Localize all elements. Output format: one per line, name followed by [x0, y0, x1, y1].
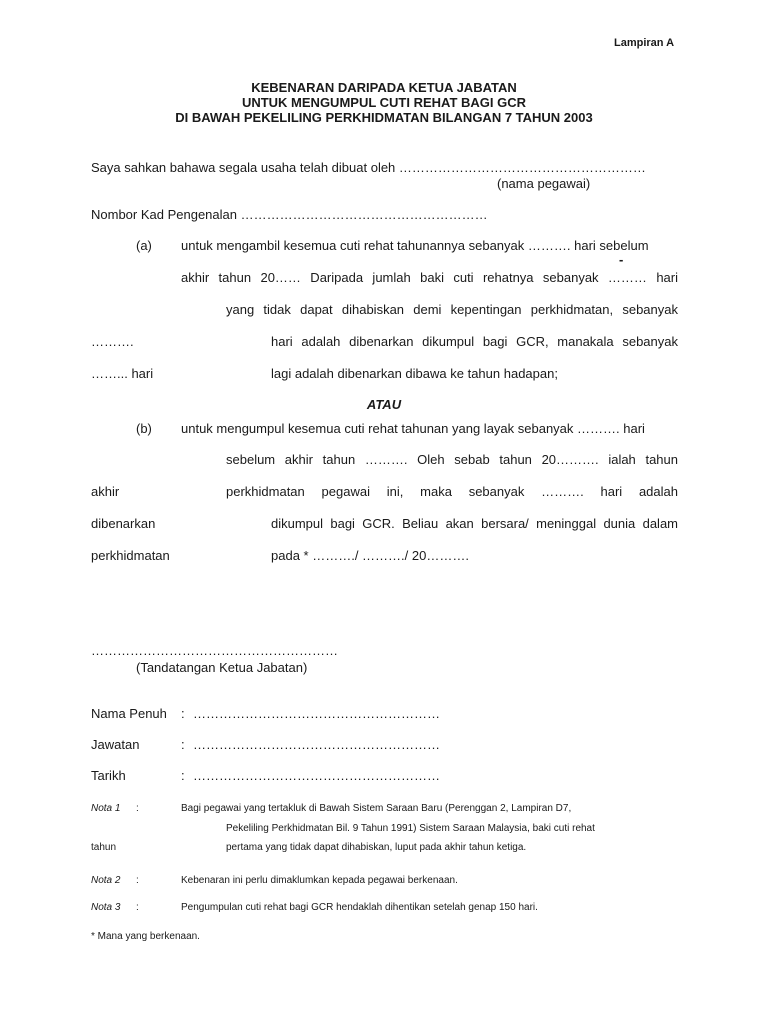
option-b-line-4: dikumpul bagi GCR. Beliau akan bersara/ meninggal dunia dalam — [271, 516, 678, 531]
option-a-line-1: untuk mengambil kesemua cuti rehat tahunannya sebanyak ………. hari sebelum — [181, 238, 649, 253]
option-a-line-2: akhir tahun 20…… Daripada jumlah baki cuti rehatnya sebanyak ……… hari — [181, 270, 678, 285]
option-b-line-2: sebelum akhir tahun ………. Oleh sebab tahun 20………. ialah tahun — [226, 452, 678, 467]
nota-1-line-3: pertama yang tidak dapat dihabiskan, luput pada akhir tahun ketiga. — [226, 842, 527, 853]
full-name-colon: : — [181, 706, 185, 721]
footnote: * Mana yang berkenaan. — [91, 931, 200, 942]
date-field: ………………………………………………… — [193, 768, 440, 783]
nota-1-line-1: Bagi pegawai yang tertakluk di Bawah Sistem Saraan Baru (Perenggan 2, Lampiran D7, — [181, 803, 572, 814]
option-b-label: (b) — [136, 421, 152, 436]
position-field: ………………………………………………… — [193, 737, 440, 752]
option-b-line-3-left: akhir — [91, 484, 120, 499]
signature-line: ………………………………………………… — [91, 643, 338, 658]
title-line-2: UNTUK MENGUMPUL CUTI REHAT BAGI GCR — [241, 95, 527, 110]
full-name-field: ………………………………………………… — [193, 706, 440, 721]
option-b-line-4-left: dibenarkan — [91, 516, 156, 531]
date-colon: : — [181, 768, 185, 783]
title-line-1: KEBENARAN DARIPADA KETUA JABATAN — [251, 80, 517, 95]
ic-number-line: Nombor Kad Pengenalan ………………………………………………… — [91, 207, 488, 222]
nota-3-colon: : — [136, 902, 139, 913]
certification-statement: Saya sahkan bahawa segala usaha telah dibuat oleh ………………………………………………… — [91, 160, 646, 175]
position-colon: : — [181, 737, 185, 752]
nota-3-text: Pengumpulan cuti rehat bagi GCR hendaklah dihentikan setelah genap 150 hari. — [181, 902, 538, 913]
option-b-line-3: perkhidmatan pegawai ini, maka sebanyak ………. hari adalah — [226, 484, 678, 499]
nota-2-colon: : — [136, 875, 139, 886]
option-a-line-4-left: ………. — [91, 334, 134, 349]
nota-2-label: Nota 2 — [91, 875, 121, 886]
nota-1-colon: : — [136, 803, 139, 814]
nota-1-line-2: Pekeliling Perkhidmatan Bil. 9 Tahun 1991) Sistem Saraan Malaysia, baki cuti rehat — [226, 823, 595, 834]
nota-2-text: Kebenaran ini perlu dimaklumkan kepada pegawai berkenaan. — [181, 875, 458, 886]
option-a-line-3: yang tidak dapat dihabiskan demi kepentingan perkhidmatan, sebanyak — [226, 302, 678, 317]
lampiran-label: Lampiran A — [614, 37, 675, 49]
option-a-line-4: hari adalah dibenarkan dikumpul bagi GCR, manakala sebanyak — [271, 334, 678, 349]
option-a-dash: - — [619, 252, 624, 267]
nota-3-label: Nota 3 — [91, 902, 121, 913]
nota-1-label: Nota 1 — [91, 803, 121, 814]
atau-divider: ATAU — [366, 397, 402, 412]
option-b-line-1: untuk mengumpul kesemua cuti rehat tahunan yang layak sebanyak ………. hari — [181, 421, 645, 436]
option-b-line-5: pada * ………./ ………./ 20………. — [271, 548, 469, 563]
title-line-3: DI BAWAH PEKELILING PERKHIDMATAN BILANGAN 7 TAHUN 2003 — [175, 110, 593, 125]
option-a-line-5-left: ……... hari — [91, 366, 154, 381]
option-a-label: (a) — [136, 238, 152, 253]
date-label: Tarikh — [91, 768, 126, 783]
nota-1-line-3-left: tahun — [91, 842, 117, 853]
signature-label: (Tandatangan Ketua Jabatan) — [136, 660, 308, 675]
option-a-line-5: lagi adalah dibenarkan dibawa ke tahun hadapan; — [271, 366, 558, 381]
officer-name-note: (nama pegawai) — [497, 176, 591, 191]
option-b-line-5-left: perkhidmatan — [91, 548, 170, 563]
full-name-label: Nama Penuh — [91, 706, 167, 721]
position-label: Jawatan — [91, 737, 140, 752]
